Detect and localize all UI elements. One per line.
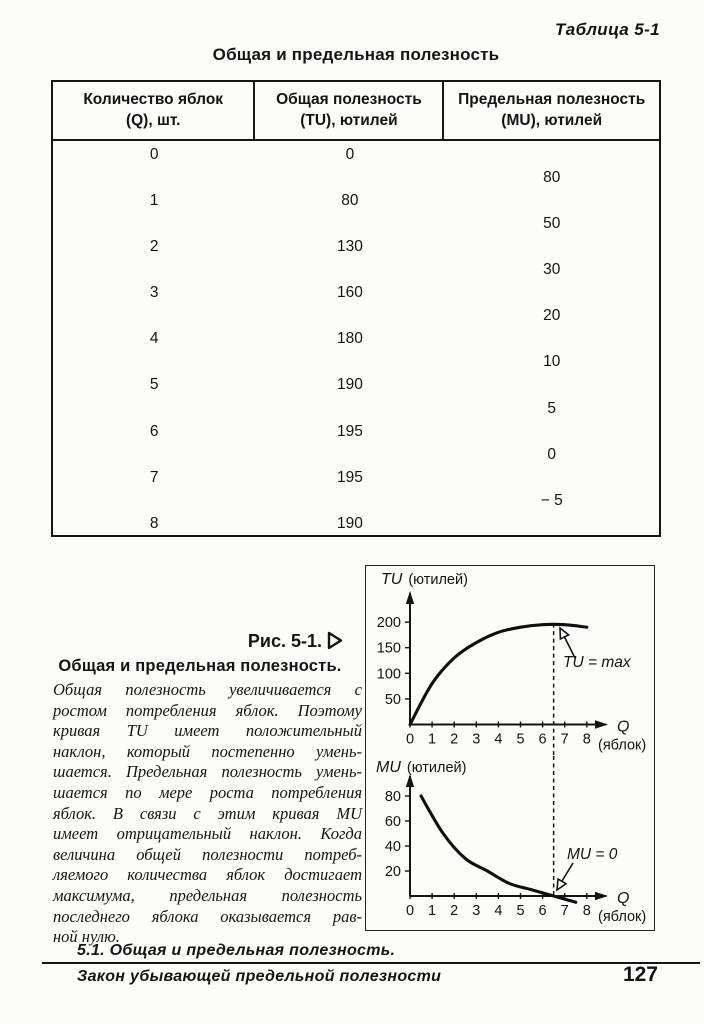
y-tick-label: 50 bbox=[384, 691, 401, 708]
y-axis-title bbox=[381, 571, 468, 588]
q-value: 2 bbox=[149, 237, 159, 255]
figure-description-line: ростом потребления яблок. Поэтому bbox=[53, 700, 362, 720]
mu-value: 80 bbox=[543, 168, 561, 186]
mu-row bbox=[53, 489, 659, 512]
footer-chapter-title: Закон убывающей предельной полезности bbox=[77, 968, 442, 985]
x-tick-label: 8 bbox=[582, 903, 591, 919]
figure-description-line: Общая полезность увеличивается с bbox=[53, 680, 362, 699]
y-tick-label: 20 bbox=[384, 864, 401, 880]
figure-caption-title: Общая и предельная полезность. bbox=[58, 657, 342, 675]
tu-value: 190 bbox=[336, 376, 363, 394]
mu-row bbox=[53, 397, 659, 420]
q-value: 7 bbox=[149, 468, 159, 486]
x-axis-arrow-icon bbox=[595, 892, 608, 900]
q-tu-row bbox=[53, 328, 659, 351]
x-tick-label: 8 bbox=[582, 731, 591, 748]
q-value: 3 bbox=[149, 284, 159, 302]
y-axis-title bbox=[376, 759, 466, 776]
x-tick-label: 6 bbox=[538, 731, 547, 748]
tu-chart bbox=[366, 566, 653, 756]
y-tick-label: 40 bbox=[384, 839, 401, 855]
q-value: 4 bbox=[149, 330, 159, 348]
figure-pointer-icon bbox=[327, 631, 343, 655]
y-axis-arrow-icon bbox=[406, 591, 414, 604]
y-axis-unit: (ютилей) bbox=[406, 760, 467, 776]
figure-description-line: последнего яблока оказывается рав- bbox=[53, 906, 362, 926]
figure-description-line: шается по мере роста потребления bbox=[53, 782, 362, 802]
x-axis-unit: (яблок) bbox=[598, 909, 647, 925]
q-tu-row bbox=[53, 420, 659, 443]
y-tick-label: 80 bbox=[384, 789, 401, 805]
x-tick-label: 1 bbox=[428, 903, 437, 919]
x-tick-label: 2 bbox=[450, 903, 459, 919]
mu-value: 5 bbox=[547, 399, 557, 417]
q-tu-row bbox=[53, 513, 659, 536]
figure-description-line: ной нулю. bbox=[53, 927, 120, 947]
figure-description-line: наклон, который постепенно умень- bbox=[53, 741, 362, 761]
mu-row bbox=[53, 351, 659, 374]
utility-table bbox=[51, 80, 661, 537]
q-tu-row bbox=[53, 282, 659, 305]
mu-value: 50 bbox=[543, 214, 561, 232]
x-tick-label: 7 bbox=[560, 731, 569, 748]
mu-value: 30 bbox=[543, 261, 561, 279]
y-axis-var: MU bbox=[376, 759, 401, 776]
x-tick-label: 1 bbox=[428, 731, 437, 748]
figure-box bbox=[365, 565, 655, 931]
y-axis-unit: (ютилей) bbox=[408, 572, 468, 588]
q-value: 6 bbox=[149, 422, 159, 440]
annotation-arrowhead-icon bbox=[560, 628, 569, 639]
x-tick-label: 5 bbox=[516, 731, 525, 748]
tu-value: 0 bbox=[345, 145, 355, 163]
q-tu-row bbox=[53, 235, 659, 258]
q-value: 8 bbox=[149, 515, 159, 533]
column-header-line: Общая полезность bbox=[276, 91, 422, 109]
figure-description-line: ляемого количества яблок достигает bbox=[53, 865, 362, 885]
x-tick-label: 3 bbox=[472, 903, 481, 919]
x-tick-label: 7 bbox=[560, 903, 569, 919]
q-tu-row bbox=[53, 189, 659, 212]
q-tu-row bbox=[53, 374, 659, 397]
figure-description-line: величина общей полезности потреб- bbox=[53, 844, 362, 864]
x-tick-label: 5 bbox=[516, 903, 525, 919]
tu-value: 195 bbox=[336, 468, 363, 486]
x-axis-title: Q bbox=[617, 890, 630, 907]
mu-row bbox=[53, 212, 659, 235]
mu-value: 0 bbox=[547, 445, 557, 463]
annotation-arrow-line bbox=[562, 863, 573, 881]
mu-row bbox=[53, 166, 659, 189]
figure-caption-label: Рис. 5-1. bbox=[247, 631, 322, 651]
y-axis-var: TU bbox=[381, 571, 403, 588]
tu-value: 190 bbox=[336, 515, 363, 533]
x-tick-label: 3 bbox=[472, 731, 481, 748]
mu-value: 10 bbox=[543, 353, 561, 371]
column-header-quantity bbox=[53, 82, 255, 139]
column-header-line: (MU), ютилей bbox=[501, 111, 603, 129]
table-body bbox=[53, 141, 659, 538]
MU-curve bbox=[421, 796, 576, 902]
figure-description-line: яблок. В связи с этим кривая MU bbox=[53, 803, 362, 823]
y-tick-label: 200 bbox=[376, 615, 401, 632]
tu-value: 80 bbox=[341, 191, 359, 209]
column-header-line: Предельная полезность bbox=[458, 91, 646, 109]
annotation-label: MU = 0 bbox=[567, 846, 618, 863]
figure-description bbox=[53, 680, 362, 948]
q-value: 0 bbox=[149, 145, 159, 163]
x-tick-label: 2 bbox=[450, 731, 459, 748]
x-tick-label: 4 bbox=[494, 731, 503, 748]
tu-value: 130 bbox=[336, 237, 363, 255]
x-tick-label: 0 bbox=[405, 903, 415, 919]
figure-caption-line bbox=[53, 631, 343, 655]
x-tick-label: 6 bbox=[538, 903, 547, 919]
tu-value: 195 bbox=[336, 422, 363, 440]
y-tick-label: 60 bbox=[384, 814, 401, 830]
tu-value: 180 bbox=[336, 330, 363, 348]
column-header-line: (TU), ютилей bbox=[300, 111, 398, 129]
column-header-line: Количество яблок bbox=[83, 91, 224, 109]
annotation-arrowhead-icon bbox=[557, 879, 566, 890]
x-axis-arrow-icon bbox=[595, 720, 608, 728]
x-axis-unit: (яблок) bbox=[598, 737, 647, 754]
mu-chart bbox=[366, 756, 653, 931]
y-tick-label: 100 bbox=[376, 666, 401, 683]
x-tick-label: 4 bbox=[494, 903, 503, 919]
column-header-marginal-utility bbox=[444, 82, 659, 139]
q-tu-row bbox=[53, 143, 659, 166]
table-title: Общая и предельная полезность bbox=[212, 45, 500, 64]
mu-row bbox=[53, 305, 659, 328]
figure-description-line: максимума, предельная полезность bbox=[53, 885, 362, 905]
q-value: 1 bbox=[149, 191, 159, 209]
figure-description-line: шается. Предельная полезность умень- bbox=[53, 762, 362, 782]
footer-section-title: 5.1. Общая и предельная полезность. bbox=[77, 942, 396, 959]
mu-value: 20 bbox=[543, 307, 561, 325]
tu-value: 160 bbox=[336, 284, 363, 302]
annotation-label: TU = max bbox=[563, 654, 631, 671]
figure-description-line: имеет отрицательный наклон. Когда bbox=[53, 824, 362, 844]
column-header-total-utility bbox=[255, 82, 444, 139]
table-header-row bbox=[53, 82, 659, 141]
page-number: 127 bbox=[622, 963, 658, 986]
q-tu-row bbox=[53, 466, 659, 489]
mu-row bbox=[53, 443, 659, 466]
q-value: 5 bbox=[149, 376, 159, 394]
x-axis-title: Q bbox=[617, 718, 630, 736]
x-tick-label: 0 bbox=[405, 731, 415, 748]
mu-value: − 5 bbox=[540, 491, 563, 509]
figure-description-line: кривая TU имеет положительный bbox=[53, 721, 362, 741]
y-tick-label: 150 bbox=[376, 640, 401, 657]
column-header-line: (Q), шт. bbox=[125, 111, 181, 129]
table-label: Таблица 5-1 bbox=[554, 20, 660, 39]
mu-row bbox=[53, 258, 659, 281]
